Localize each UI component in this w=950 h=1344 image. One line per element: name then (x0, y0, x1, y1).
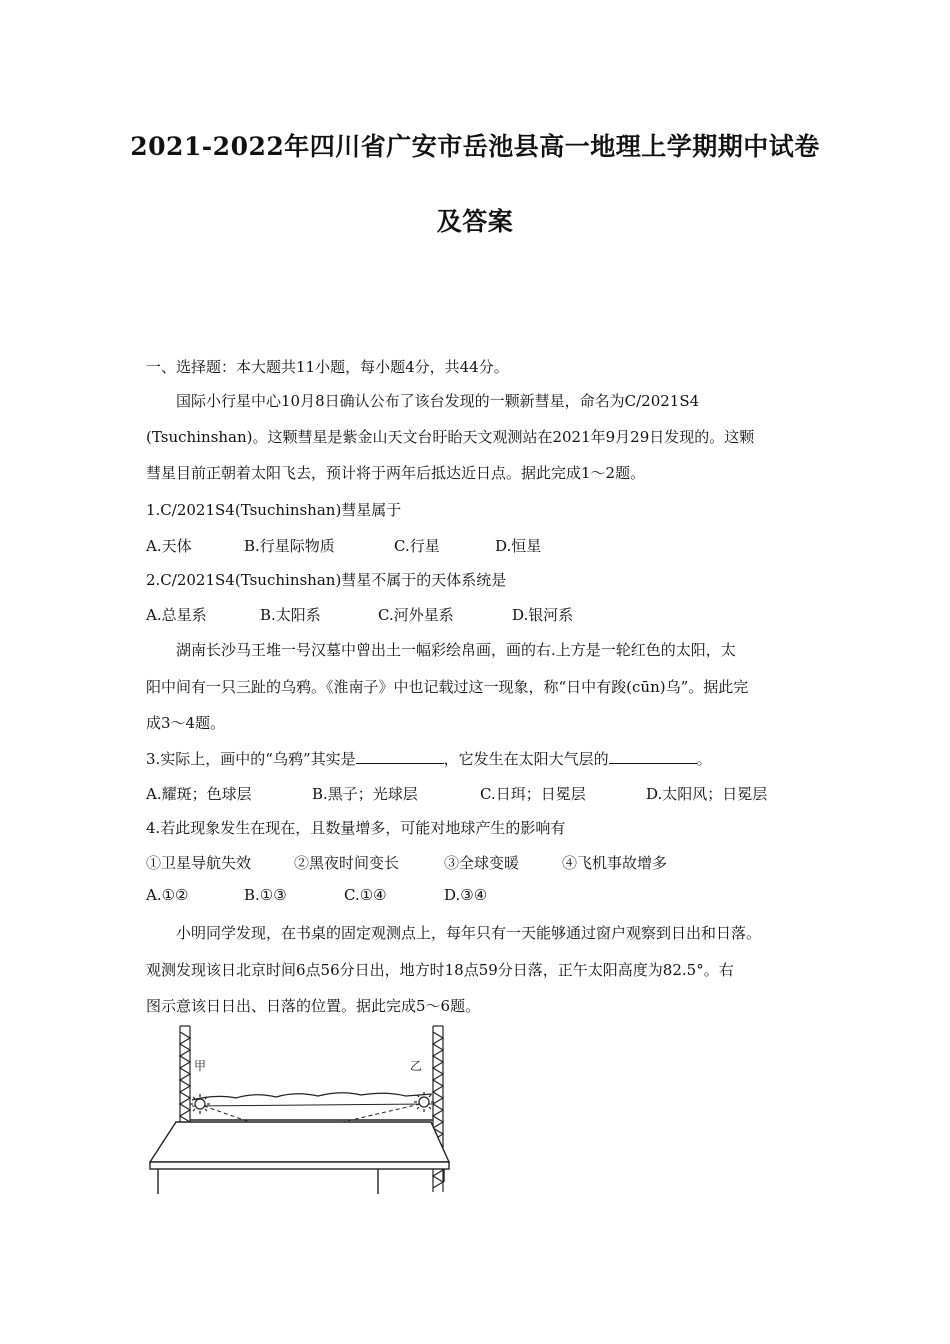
sun-jia-icon (190, 1094, 210, 1114)
q4-option-d: D.③④ (444, 886, 488, 904)
material2-line2: 阳中间有一只三趾的乌鸦。《淮南子》中也记载过这一现象，称“日中有踆(cūn)乌”。据此完 (146, 678, 749, 696)
q4-item-4: ④飞机事故增多 (562, 854, 668, 872)
q3-stem-part1: 3.实际上，画中的“乌鸦”其实是 (146, 750, 356, 768)
q4-item-3: ③全球变暖 (444, 854, 520, 872)
question-1-stem: 1.C/2021S4(Tsuchinshan)彗星属于 (146, 501, 402, 519)
q2-option-c: C.河外星系 (378, 606, 454, 624)
material1-line3: 彗星目前正朝着太阳飞去，预计将于两年后抵达近日点。据此完成1～2题。 (146, 464, 646, 482)
q4-item-2: ②黑夜时间变长 (294, 854, 400, 872)
label-jia: 甲 (194, 1059, 207, 1073)
document-title-line2: 及答案 (436, 207, 514, 236)
sunrise-sunset-window-diagram (146, 1022, 456, 1197)
material2-line3: 成3～4题。 (146, 714, 226, 732)
q4-option-c: C.①④ (344, 886, 387, 904)
material1-line2: (Tsuchinshan)。这颗彗星是紫金山天文台盱眙天文观测站在2021年9月29日发现的。这颗 (146, 428, 755, 446)
horizon-line (192, 1104, 432, 1106)
q1-option-c: C.行星 (394, 537, 440, 555)
q3-option-a: A.耀斑；色球层 (146, 785, 252, 803)
horizon-hills (192, 1093, 432, 1100)
question-1-options (146, 535, 541, 556)
q3-blank-2 (609, 749, 697, 764)
q1-option-b: B.行星际物质 (244, 537, 335, 555)
q3-blank-1 (356, 749, 444, 764)
sun-yi-icon (414, 1092, 434, 1112)
q3-option-d: D.太阳风；日冕层 (646, 785, 768, 803)
q4-item-1: ①卫星导航失效 (146, 854, 252, 872)
material3-line2: 观测发现该日北京时间6点56分日出，地方时18点59分日落，正午太阳高度为82.5°。右 (146, 961, 734, 979)
q1-option-a: A.天体 (146, 537, 192, 555)
question-4-stem: 4.若此现象发生在现在，且数量增多，可能对地球产生的影响有 (146, 819, 566, 837)
q3-option-b: B.黑子；光球层 (312, 785, 418, 803)
q2-option-d: D.银河系 (512, 606, 574, 624)
q3-option-c: C.日珥；日冕层 (480, 785, 586, 803)
q3-stem-part2: ，它发生在太阳大气层的 (443, 750, 609, 768)
q4-option-b: B.①③ (244, 886, 287, 904)
q2-option-b: B.太阳系 (260, 606, 321, 624)
question-2-options (146, 604, 573, 625)
material1-line1: 国际小行星中心10月8日确认公布了该台发现的一颗新彗星，命名为C/2021S4 (176, 392, 700, 410)
q3-stem-part3: 。 (696, 750, 712, 768)
q4-option-a: A.①② (146, 886, 189, 904)
question-4-items (146, 852, 667, 873)
section-heading: 一、选择题：本大题共11小题，每小题4分，共44分。 (146, 358, 509, 376)
question-4-options (146, 886, 487, 904)
document-title-line1: 2021-2022年四川省广安市岳池县高一地理上学期期中试卷 (130, 132, 820, 161)
q2-option-a: A.总星系 (146, 606, 207, 624)
question-2-stem: 2.C/2021S4(Tsuchinshan)彗星不属于的天体系统是 (146, 571, 507, 589)
desk (150, 1122, 449, 1194)
question-3-stem (146, 748, 712, 769)
question-3-options (146, 783, 767, 804)
label-yi: 乙 (410, 1059, 423, 1073)
material2-line1: 湖南长沙马王堆一号汉墓中曾出土一幅彩绘帛画，画的右.上方是一轮红色的太阳，太 (176, 641, 736, 659)
material3-line1: 小明同学发现，在书桌的固定观测点上，每年只有一天能够通过窗户观察到日出和日落。 (176, 924, 762, 942)
q1-option-d: D.恒星 (495, 537, 542, 555)
material3-line3: 图示意该日日出、日落的位置。据此完成5～6题。 (146, 997, 481, 1015)
